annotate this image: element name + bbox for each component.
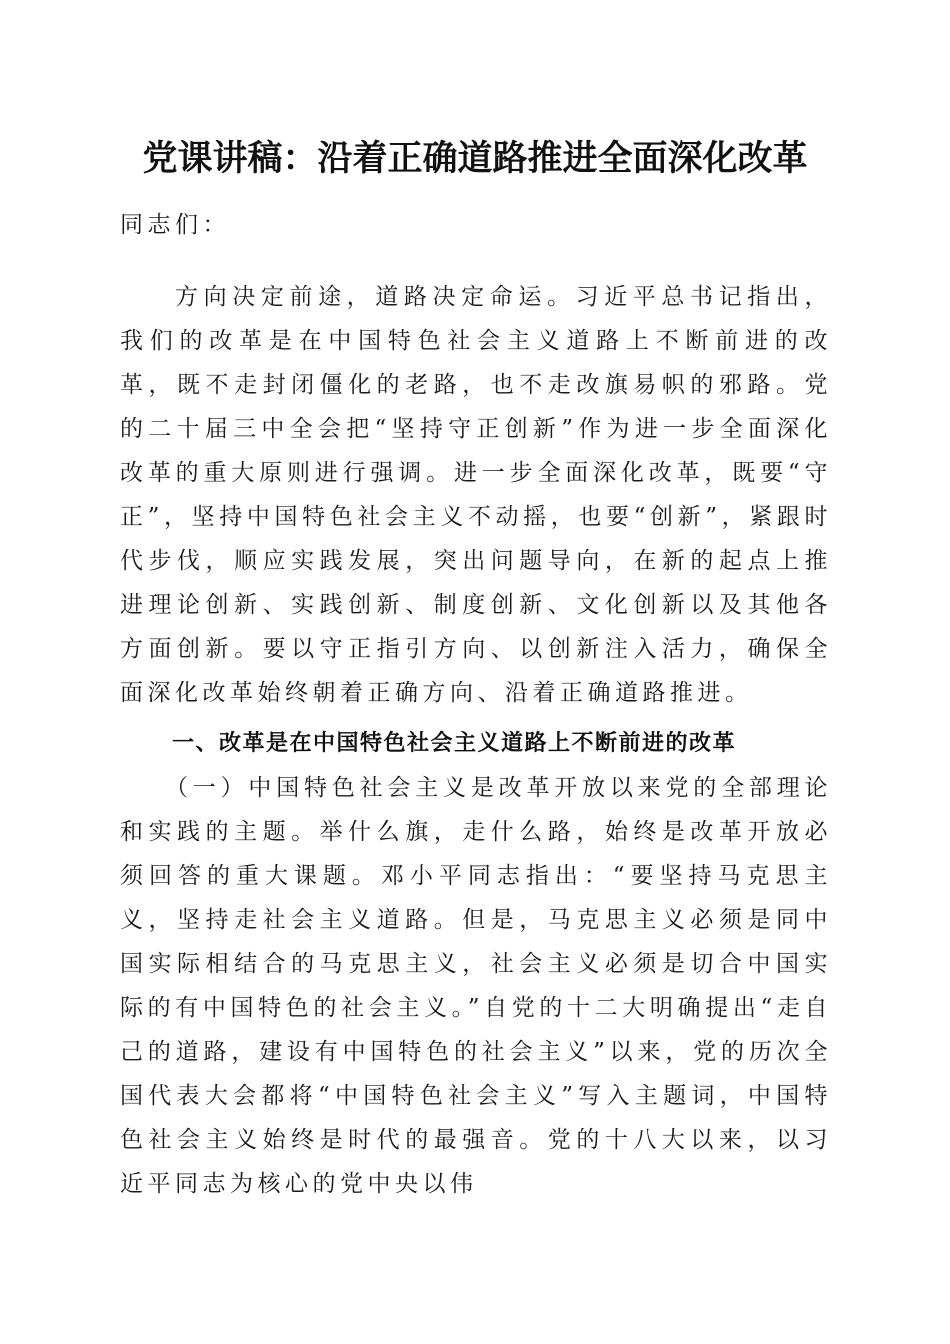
section-heading-1: 一、改革是在中国特色社会主义道路上不断前进的改革	[172, 731, 737, 756]
intro-paragraph: 方向决定前途，道路决定命运。习近平总书记指出，我们的改革是在中国特色社会主义道路上不断前进的改革，既不走封闭僵化的老路，也不走改旗易帜的邪路。党的二十届三中全会把“坚持守正创新”作为进一步全面深化改革的重大原则进行强调。进一步全面深化改革，既要“守正”，坚持中国特色社会主义不动摇，也要“创新”，紧跟时代步伐，顺应实践发展，突出问题导向，在新的起点上推进理论创新、实践创新、制度创新、文化创新以及其他各方面创新。要以守正指引方向、以创新注入活力，确保全面深化改革始终朝着正确方向、沿着正确道路推进。	[120, 284, 832, 706]
salutation: 同志们：	[120, 212, 230, 238]
section-1-paragraph: （一）中国特色社会主义是改革开放以来党的全部理论和实践的主题。举什么旗，走什么路，始终是改革开放必须回答的重大课题。邓小平同志指出：“要坚持马克思主义，坚持走社会主义道路。但是，马克思主义必须是同中国实际相结合的马克思主义，社会主义必须是切合中国实际的有中国特色的社会主义。”自党的十二大明确提出“走自己的道路，建设有中国特色的社会主义”以来，党的历次全国代表大会都将“中国特色社会主义”写入主题词，中国特色社会主义始终是时代的最强音。党的十八大以来，以习近平同志为核心的党中央以伟	[120, 775, 832, 1197]
document-title: 党课讲稿：沿着正确道路推进全面深化改革	[142, 138, 808, 179]
